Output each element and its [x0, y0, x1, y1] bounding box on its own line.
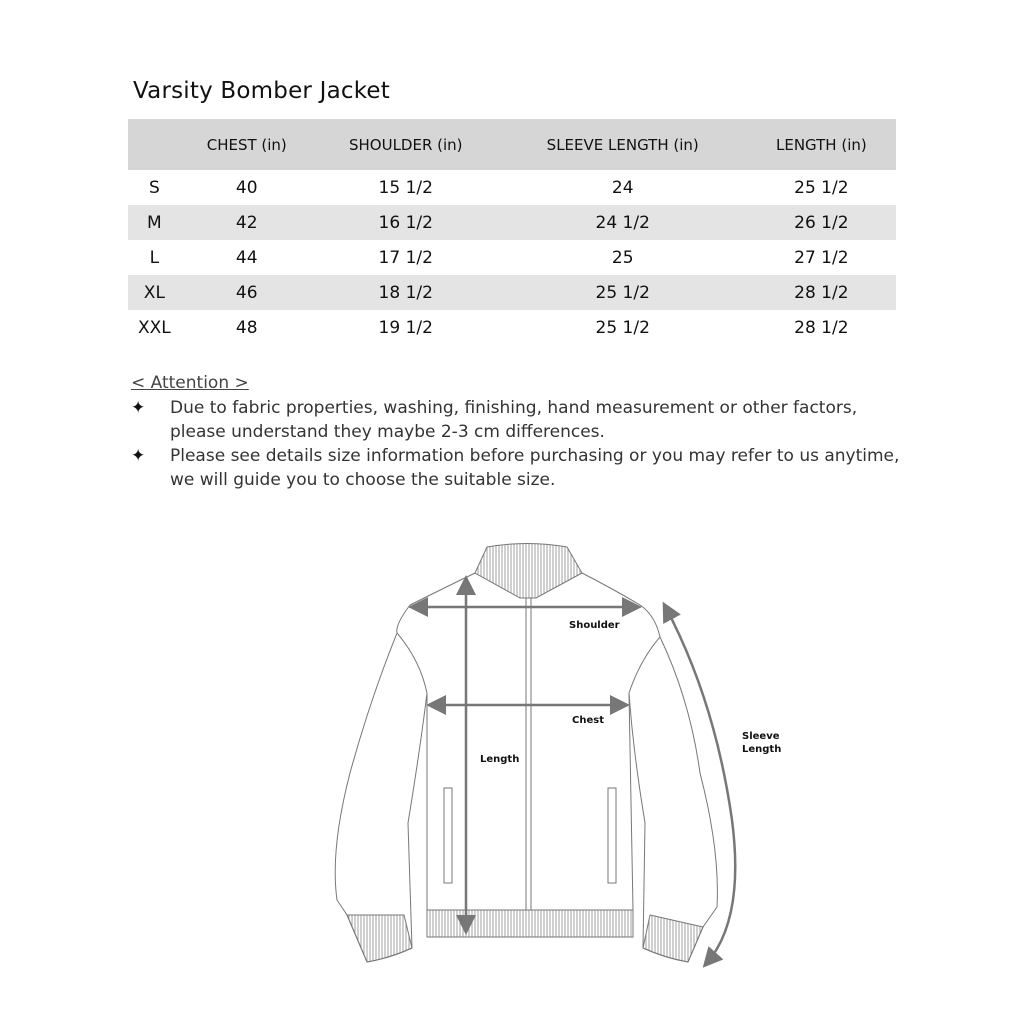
cell-sleeve-length: 25 — [611, 247, 634, 268]
cell-length: 25 1/2 — [794, 177, 849, 198]
chest-label: Chest — [572, 715, 604, 726]
cell-size: L — [149, 247, 160, 268]
length-label: Length — [480, 754, 520, 765]
cell-chest: 48 — [235, 317, 258, 338]
cell-sleeve-length: 24 — [611, 177, 634, 198]
cell-shoulder: 19 1/2 — [378, 317, 433, 338]
pushpin-icon: ✦ — [131, 446, 146, 466]
cell-chest: 40 — [235, 177, 258, 198]
header-length: LENGTH (in) — [747, 119, 896, 170]
page-title: Varsity Bomber Jacket — [133, 78, 390, 104]
cell-size: M — [128, 205, 181, 240]
header-sleeve-length: SLEEVE LENGTH (in) — [499, 119, 747, 170]
cell-chest: 44 — [235, 247, 258, 268]
note-line: we will guide you to choose the suitable size. — [170, 470, 556, 490]
header-chest: CHEST (in) — [181, 119, 313, 170]
pushpin-icon: ✦ — [131, 398, 146, 418]
sleeve-arrow — [665, 606, 735, 964]
note-line: Please see details size information before purchasing or you may refer to us anytime, — [170, 446, 900, 466]
cell-size: S — [148, 177, 160, 198]
cell-shoulder: 17 1/2 — [378, 247, 433, 268]
cell-length: 28 1/2 — [747, 275, 896, 310]
sleeve-label-2: Length — [742, 744, 782, 755]
cell-sleeve-length: 25 1/2 — [595, 317, 650, 338]
cell-length: 27 1/2 — [794, 247, 849, 268]
note-line: Due to fabric properties, washing, finishing, hand measurement or other factors, — [170, 398, 858, 418]
attention-heading: < Attention > — [131, 373, 249, 393]
sleeve-label: Sleeve — [742, 731, 780, 742]
cell-size: XXL — [137, 317, 171, 338]
note-line: please understand they maybe 2-3 cm differences. — [170, 422, 605, 442]
cell-length: 26 1/2 — [747, 205, 896, 240]
cell-sleeve-length: 24 1/2 — [499, 205, 747, 240]
cell-shoulder: 18 1/2 — [313, 275, 499, 310]
cell-sleeve-length: 25 1/2 — [499, 275, 747, 310]
cell-length: 28 1/2 — [794, 317, 849, 338]
cell-shoulder: 15 1/2 — [378, 177, 433, 198]
cell-chest: 42 — [181, 205, 313, 240]
header-shoulder: SHOULDER (in) — [313, 119, 499, 170]
cell-shoulder: 16 1/2 — [313, 205, 499, 240]
cell-size: XL — [128, 275, 181, 310]
cell-chest: 46 — [181, 275, 313, 310]
shoulder-label: Shoulder — [569, 620, 620, 631]
